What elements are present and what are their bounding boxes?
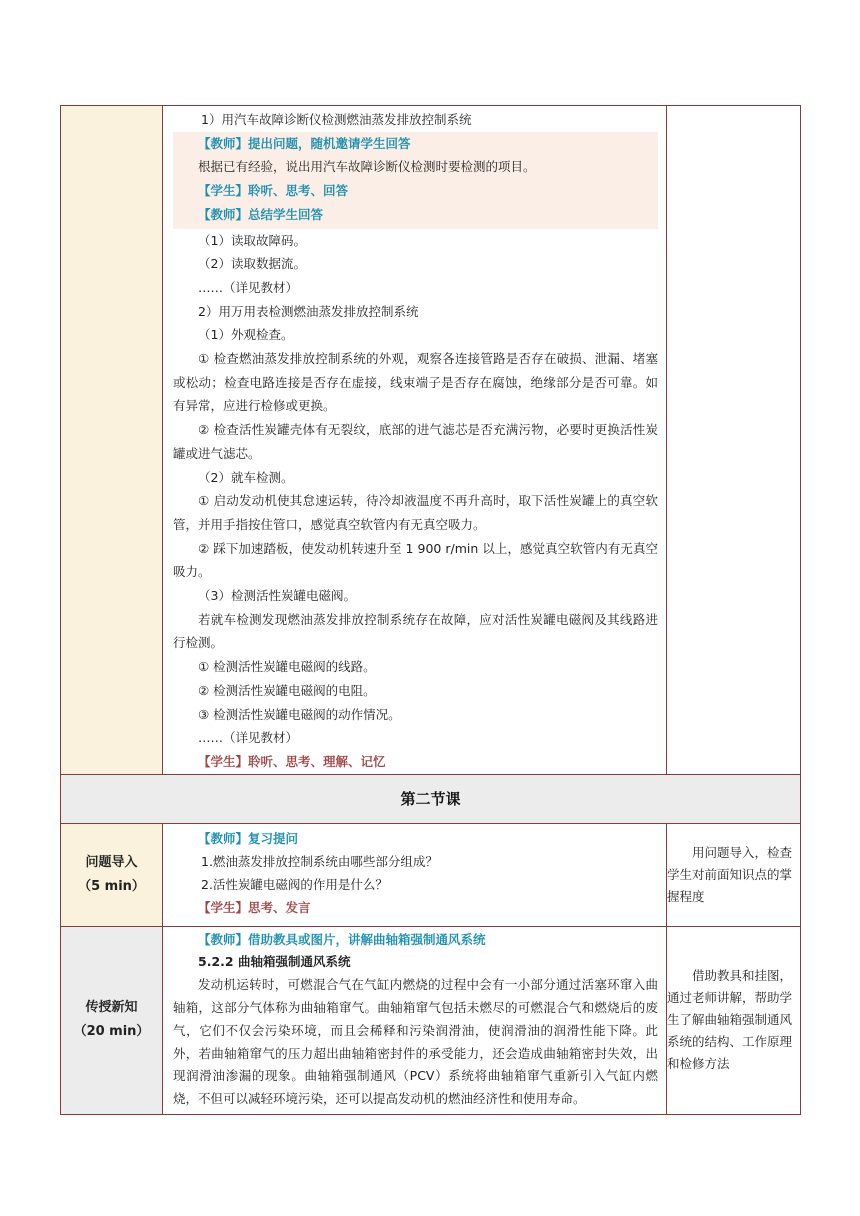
paragraph: ① 启动发动机使其怠速运转，待冷却液温度不再升高时，取下活性炭罐上的真空软管，并用手指按住管口，感觉真空软管内有无真空吸力。 — [173, 493, 658, 532]
row-duration: （5 min） — [78, 878, 145, 894]
table-row-continuation — [61, 106, 801, 775]
subsection-heading: 5.2.2 曲轴箱强制通风系统 — [198, 954, 351, 970]
teacher-label: 【教师】总结学生回答 — [198, 206, 324, 222]
question-text: 1.燃油蒸发排放控制系统由哪些部分组成？ — [201, 853, 438, 869]
paragraph: ② 踩下加速踏板，使发动机转速升至 1 900 r/min 以上，感觉真空软管内有无真空吸力。 — [173, 540, 658, 580]
teacher-label: 【教师】复习提问 — [198, 830, 299, 846]
list-item: ……（详见教材） — [198, 730, 299, 746]
teacher-question-box — [173, 132, 658, 229]
paragraph: ① 检查燃油蒸发排放控制系统的外观，观察各连接管路是否存在破损、泄漏、堵塞或松动；检查电路连接是否存在虚接，线束端子是否存在腐蚀，绝缘部分是否可靠。如有异常，应进行检修或更换。 — [173, 351, 658, 414]
list-item: （3）检测活性炭罐电磁阀。 — [198, 588, 356, 604]
content-cell — [163, 823, 667, 926]
student-label: 【学生】思考、发言 — [198, 899, 311, 915]
list-item: （1）外观检查。 — [198, 327, 294, 343]
list-item: ① 检测活性炭罐电磁阀的线路。 — [198, 659, 376, 675]
paragraph: 若就车检测发现燃油蒸发排放控制系统存在故障，应对活性炭罐电磁阀及其线路进行检测。 — [173, 611, 658, 651]
list-item: （1）读取故障码。 — [198, 232, 306, 248]
section-header: 第二节课 — [61, 774, 801, 823]
student-label: 【学生】聆听、思考、理解、记忆 — [198, 753, 386, 769]
list-item: （2）就车检测。 — [198, 469, 294, 485]
list-item: ③ 检测活性炭罐电磁阀的动作情况。 — [198, 706, 401, 722]
lesson-plan-table — [60, 105, 801, 1115]
content-cell — [163, 926, 667, 1114]
section-header-row — [61, 774, 801, 823]
row-duration: （20 min） — [73, 1024, 150, 1040]
row-label-cell — [61, 926, 163, 1114]
table-row-intro — [61, 823, 801, 926]
question-text: 根据已有经验，说出用汽车故障诊断仪检测时要检测的项目。 — [198, 159, 536, 175]
row-label-cell — [61, 106, 163, 775]
notes-cell — [667, 106, 801, 775]
row-label: 传授新知 — [85, 1000, 138, 1016]
paragraph: 发动机运转时，可燃混合气在气缸内燃烧的过程中会有一小部分通过活塞环窜入曲轴箱，这部分气体称为曲轴箱窜气。曲轴箱窜气包括未燃尽的可燃混合气和燃烧后的废气，它们不仅会污染环境，而且会稀释和污染润滑油，使润滑油的润滑性能下降。此外，若曲轴箱窜气的压力超出曲轴箱密封件的承受能力，还会造成曲轴箱密封失效，出现润滑油渗漏的现象。曲轴箱强制通风（PCV）系统将曲轴箱窜气重新引入气缸内燃烧，不但可以减轻环境污染，还可以提高发动机的燃油经济性和使用寿命。 — [173, 977, 658, 1107]
teacher-label: 【教师】提出问题，随机邀请学生回答 — [198, 135, 411, 151]
question-text: 2.活性炭罐电磁阀的作用是什么？ — [201, 876, 388, 892]
table-row-teach — [61, 926, 801, 1114]
row-label-cell — [61, 823, 163, 926]
paragraph: ② 检查活性炭罐壳体有无裂纹，底部的进气滤芯是否充满污物，必要时更换活性炭罐或进气滤芯。 — [173, 422, 658, 461]
step-title: 2）用万用表检测燃油蒸发排放控制系统 — [198, 303, 419, 319]
list-item: ② 检测活性炭罐电磁阀的电阻。 — [198, 682, 376, 698]
list-item: ……（详见教材） — [198, 279, 299, 295]
notes-cell: 借助教具和挂图，通过老师讲解，帮助学生了解曲轴箱强制通风系统的结构、工作原理和检修方法 — [667, 926, 801, 1114]
content-cell — [163, 106, 667, 775]
step-title: 1）用汽车故障诊断仪检测燃油蒸发排放控制系统 — [201, 112, 472, 127]
list-item: （2）读取数据流。 — [198, 256, 306, 272]
student-label: 【学生】聆听、思考、回答 — [198, 183, 349, 199]
teacher-label: 【教师】借助教具或图片，讲解曲轴箱强制通风系统 — [198, 931, 486, 947]
notes-cell: 用问题导入，检查学生对前面知识点的掌握程度 — [667, 823, 801, 926]
row-label: 问题导入 — [85, 854, 138, 870]
